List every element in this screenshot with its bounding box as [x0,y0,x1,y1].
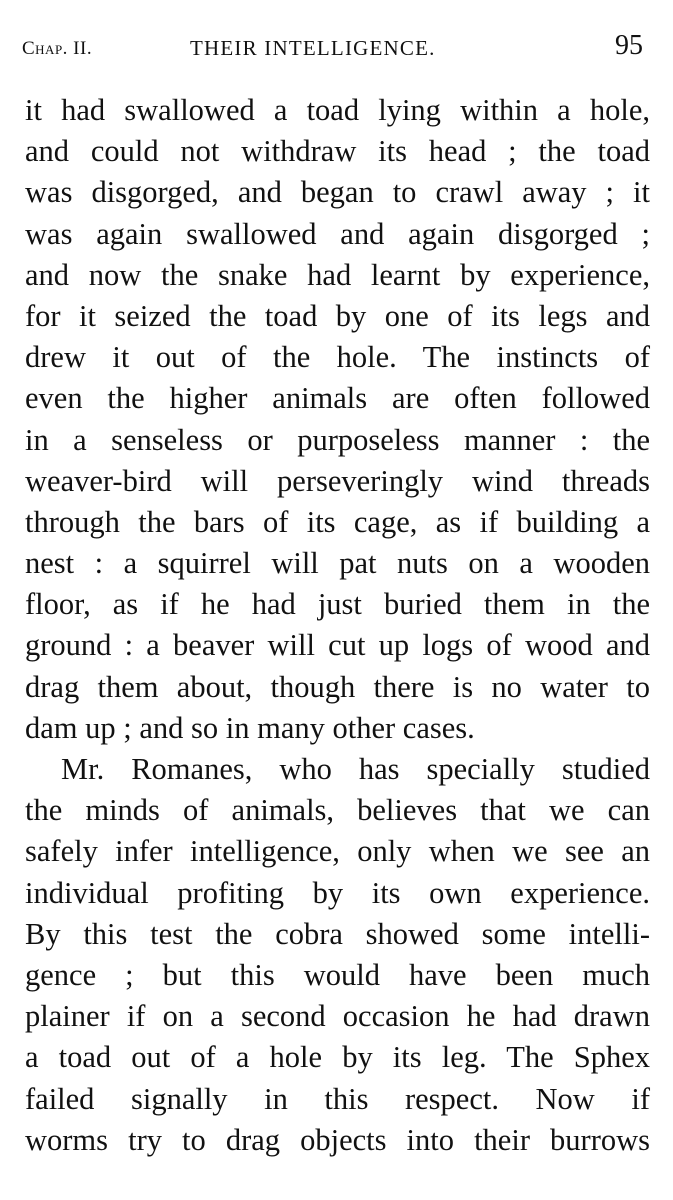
page-number: 95 [615,30,643,61]
body-text [25,90,650,1161]
text-line: it had swallowed a toad lying within a hole, [25,93,650,127]
text-line: nest : a squirrel will pat nuts on a wooden [25,546,650,581]
text-line: gence ; but this would have been much [25,957,650,992]
text-line: in a senseless or purposeless manner : the [25,422,650,457]
text-line: dam up ; and so in many other cases. [25,710,475,745]
text-line: weaver-bird will perseveringly wind threads [25,463,650,498]
running-title: THEIR INTELLIGENCE. [190,36,436,60]
chapter-label: Chap. II. [22,38,93,59]
text-line: drag them about, though there is no water to [25,669,650,704]
text-line: for it seized the toad by one of its legs and [25,298,650,333]
text-line: Mr. Romanes, who has specially studied [61,752,650,786]
running-head [22,30,647,66]
text-line: and now the snake had learnt by experience, [25,257,650,292]
text-line: individual profiting by its own experience. [25,875,650,910]
text-line: through the bars of its cage, as if building a [25,504,650,539]
text-line: drew it out of the hole. The instincts of [25,340,650,375]
text-line: floor, as if he had just buried them in the [25,587,650,622]
text-line: was disgorged, and began to crawl away ; it [25,175,650,210]
text-line: the minds of animals, believes that we can [25,793,650,828]
text-line: By this test the cobra showed some intelli- [25,916,650,951]
text-line: was again swallowed and again disgorged ; [25,216,650,251]
text-line: a toad out of a hole by its leg. The Sphex [25,1040,650,1075]
text-line: safely infer intelligence, only when we see an [25,834,650,869]
text-line: even the higher animals are often followed [25,381,650,416]
text-line: worms try to drag objects into their burrows [25,1122,650,1157]
text-line: and could not withdraw its head ; the toad [25,134,650,169]
text-line: plainer if on a second occasion he had drawn [25,999,650,1034]
text-line: failed signally in this respect. Now if [25,1081,650,1116]
text-line: ground : a beaver will cut up logs of wood and [25,628,650,663]
